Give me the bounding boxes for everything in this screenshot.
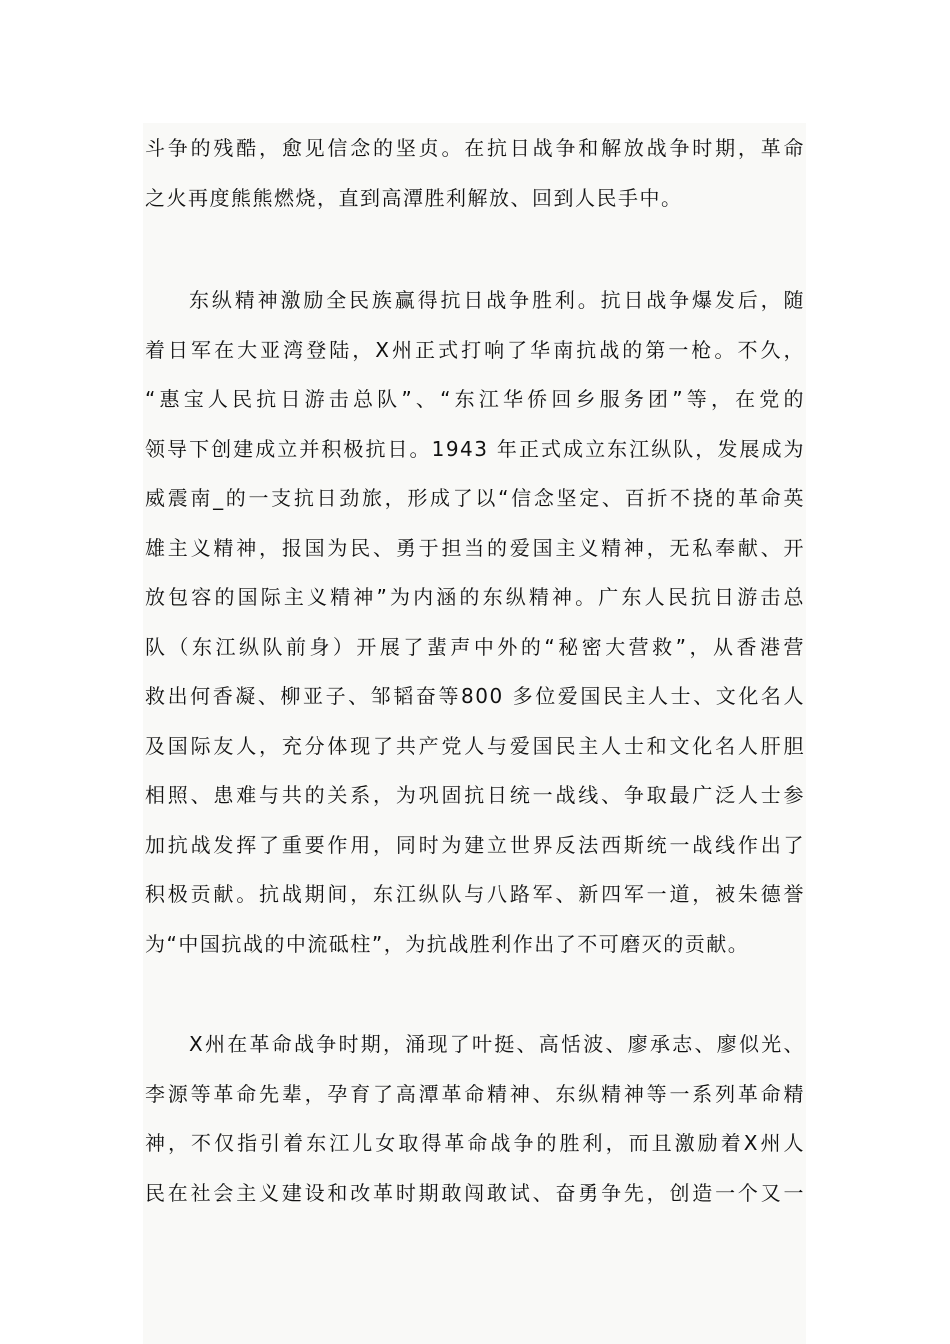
paragraph-line: X州在革命战争时期，涌现了叶挺、高恬波、廖承志、廖似光、 (189, 1032, 805, 1056)
paragraph-line: 及国际友人，充分体现了共产党人与爱国民主人士和文化名人肝胆 (145, 733, 805, 758)
paragraph-line: 民在社会主义建设和改革时期敢闯敢试、奋勇争先，创造一个又一 (145, 1180, 805, 1205)
paragraph-line: 斗争的残酷，愈见信念的坚贞。在抗日战争和解放战争时期，革命 (145, 136, 805, 160)
paragraph-line: 威震南_的一支抗日劲旅，形成了以“信念坚定、百折不挠的革命英 (145, 486, 805, 510)
paragraph-line: 领导下创建成立并积极抗日。1943 年正式成立东江纵队，发展成为 (145, 436, 805, 461)
paragraph-line: 雄主义精神，报国为民、勇于担当的爱国主义精神，无私奉献、开 (145, 535, 805, 560)
paragraph-line: 东纵精神激励全民族赢得抗日战争胜利。抗日战争爆发后，随 (189, 288, 805, 312)
paragraph-3 (145, 1020, 805, 1218)
paragraph-line: 相照、患难与共的关系，为巩固抗日统一战线、争取最广泛人士参 (145, 783, 805, 807)
paragraph-line: 之火再度熊熊燃烧，直到高潭胜利解放、回到人民手中。 (145, 185, 683, 210)
paragraph-line: 神，不仅指引着东江儿女取得革命战争的胜利，而且激励着X州人 (145, 1131, 805, 1155)
paragraph-1 (145, 124, 805, 223)
paragraph-2 (145, 276, 805, 969)
paragraph-line: 加抗战发挥了重要作用，同时为建立世界反法西斯统一战线作出了 (145, 832, 805, 857)
paragraph-line: 队（东江纵队前身）开展了蜚声中外的“秘密大营救”，从香港营 (145, 634, 805, 659)
paragraph-line: 救出何香凝、柳亚子、邹韬奋等800 多位爱国民主人士、文化名人 (145, 684, 805, 708)
paragraph-line: 为“中国抗战的中流砥柱”，为抗战胜利作出了不可磨灭的贡献。 (145, 931, 750, 956)
paragraph-line: 放包容的国际主义精神”为内涵的东纵精神。广东人民抗日游击总 (145, 585, 805, 609)
paragraph-line: “惠宝人民抗日游击总队”、“东江华侨回乡服务团”等，在党的 (145, 387, 805, 411)
paragraph-line: 李源等革命先辈，孕育了高潭革命精神、东纵精神等一系列革命精 (145, 1081, 805, 1106)
paragraph-line: 积极贡献。抗战期间，东江纵队与八路军、新四军一道，被朱德誉 (145, 882, 805, 906)
paragraph-line: 着日军在大亚湾登陆，X州正式打响了华南抗战的第一枪。不久， (145, 337, 805, 362)
